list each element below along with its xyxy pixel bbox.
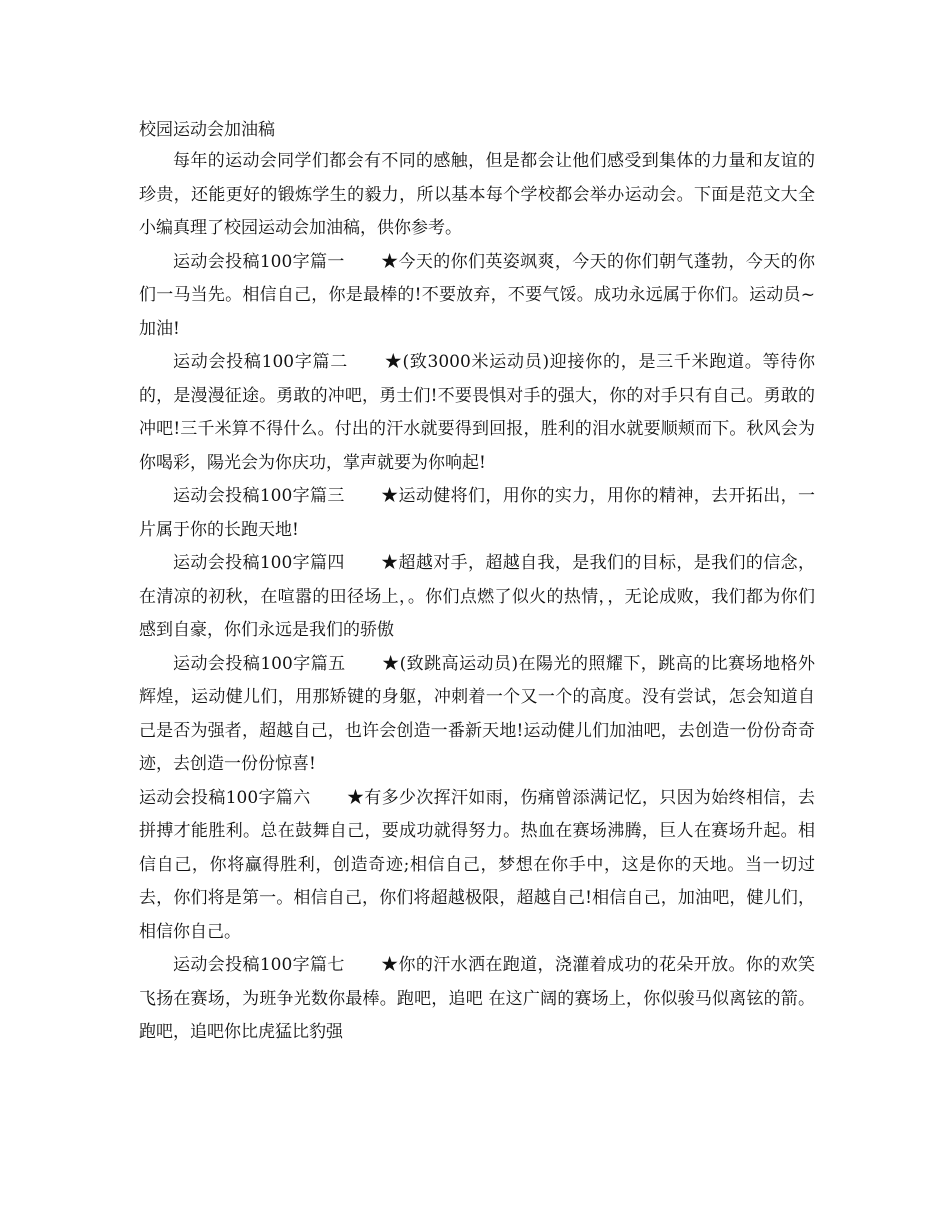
intro-paragraph: 每年的运动会同学们都会有不同的感触，但是都会让他们感受到集体的力量和友谊的珍贵，还能更好的锻炼学生的毅力，所以基本每个学校都会举办运动会。下面是范文大全小编真理了校园运动会加油稿，供你参考。 bbox=[139, 151, 815, 238]
document-content bbox=[139, 115, 815, 1050]
section-4-heading: 运动会投稿100字篇四 bbox=[173, 553, 345, 573]
document-title: 校园运动会加油稿 bbox=[139, 120, 275, 140]
section-3-heading: 运动会投稿100字篇三 bbox=[173, 486, 345, 506]
section-1-body: ★今天的你们英姿飒爽，今天的你们朝气蓬勃，今天的你们一马当先。相信自己，你是最棒的!不要放弃，不要气馁。成功永远属于你们。运动员~加油! bbox=[139, 251, 816, 339]
section-6-body: ★有多少次挥汗如雨，伤痛曾添满记忆，只因为始终相信，去拼搏才能胜利。总在鼓舞自己，要成功就得努力。热血在赛场沸腾，巨人在赛场升起。相信自己，你将赢得胜利，创造奇迹;相信自己，梦想在你手中，这是你的天地。当一切过去，你们将是第一。相信自己，你们将超越极限，超越自己!相信自己，加油吧，健儿们，相信你自己。 bbox=[139, 787, 816, 942]
section-2 bbox=[139, 346, 815, 480]
section-1 bbox=[139, 246, 815, 347]
section-3-body: ★运动健将们，用你的实力，用你的精神，去开拓出，一片属于你的长跑天地! bbox=[139, 486, 816, 540]
section-4-body: ★超越对手，超越自我，是我们的目标，是我们的信念，在清凉的初秋，在喧嚣的田径场上，。你们点燃了似火的热情，，无论成败，我们都为你们感到自豪，你们永远是我们的骄傲 bbox=[139, 553, 816, 640]
section-4 bbox=[139, 547, 815, 648]
section-5-heading: 运动会投稿100字篇五 bbox=[173, 653, 346, 674]
section-7-body: ★你的汗水洒在跑道，浇灌着成功的花朵开放。你的欢笑飞扬在赛场，为班争光数你最棒。跑吧，追吧 在这广阔的赛场上，你似骏马似离铉的箭。跑吧，追吧你比虎猛比豹强 bbox=[139, 955, 816, 1042]
section-1-heading: 运动会投稿100字篇一 bbox=[173, 251, 345, 272]
section-2-heading: 运动会投稿100字篇二 bbox=[173, 352, 348, 372]
section-2-body: ★(致3000米运动员)迎接你的，是三千米跑道。等待你的，是漫漫征途。勇敢的冲吧，勇士们!不要畏惧对手的强大，你的对手只有自己。勇敢的冲吧!三千米算不得什么。付出的汗水就要得到回报，胜利的泪水就要顺颊而下。秋风会为你喝彩，陽光会为你庆功，掌声就要为你响起! bbox=[139, 352, 815, 473]
section-3 bbox=[139, 480, 815, 547]
section-7 bbox=[139, 949, 815, 1050]
section-7-heading: 运动会投稿100字篇七 bbox=[173, 955, 345, 975]
section-6-heading: 运动会投稿100字篇六 bbox=[139, 787, 311, 808]
section-5-body: ★(致跳高运动员)在陽光的照耀下，跳高的比赛场地格外辉煌，运动健儿们，用那矫键的身躯，冲刺着一个又一个的高度。没有尝试，怎会知道自己是否为强者，超越自己，也许会创造一番新天地!运动健儿们加油吧，去创造一份份奇奇迹，去创造一份份惊喜! bbox=[139, 653, 815, 774]
section-6 bbox=[139, 782, 815, 950]
section-5 bbox=[139, 648, 815, 782]
